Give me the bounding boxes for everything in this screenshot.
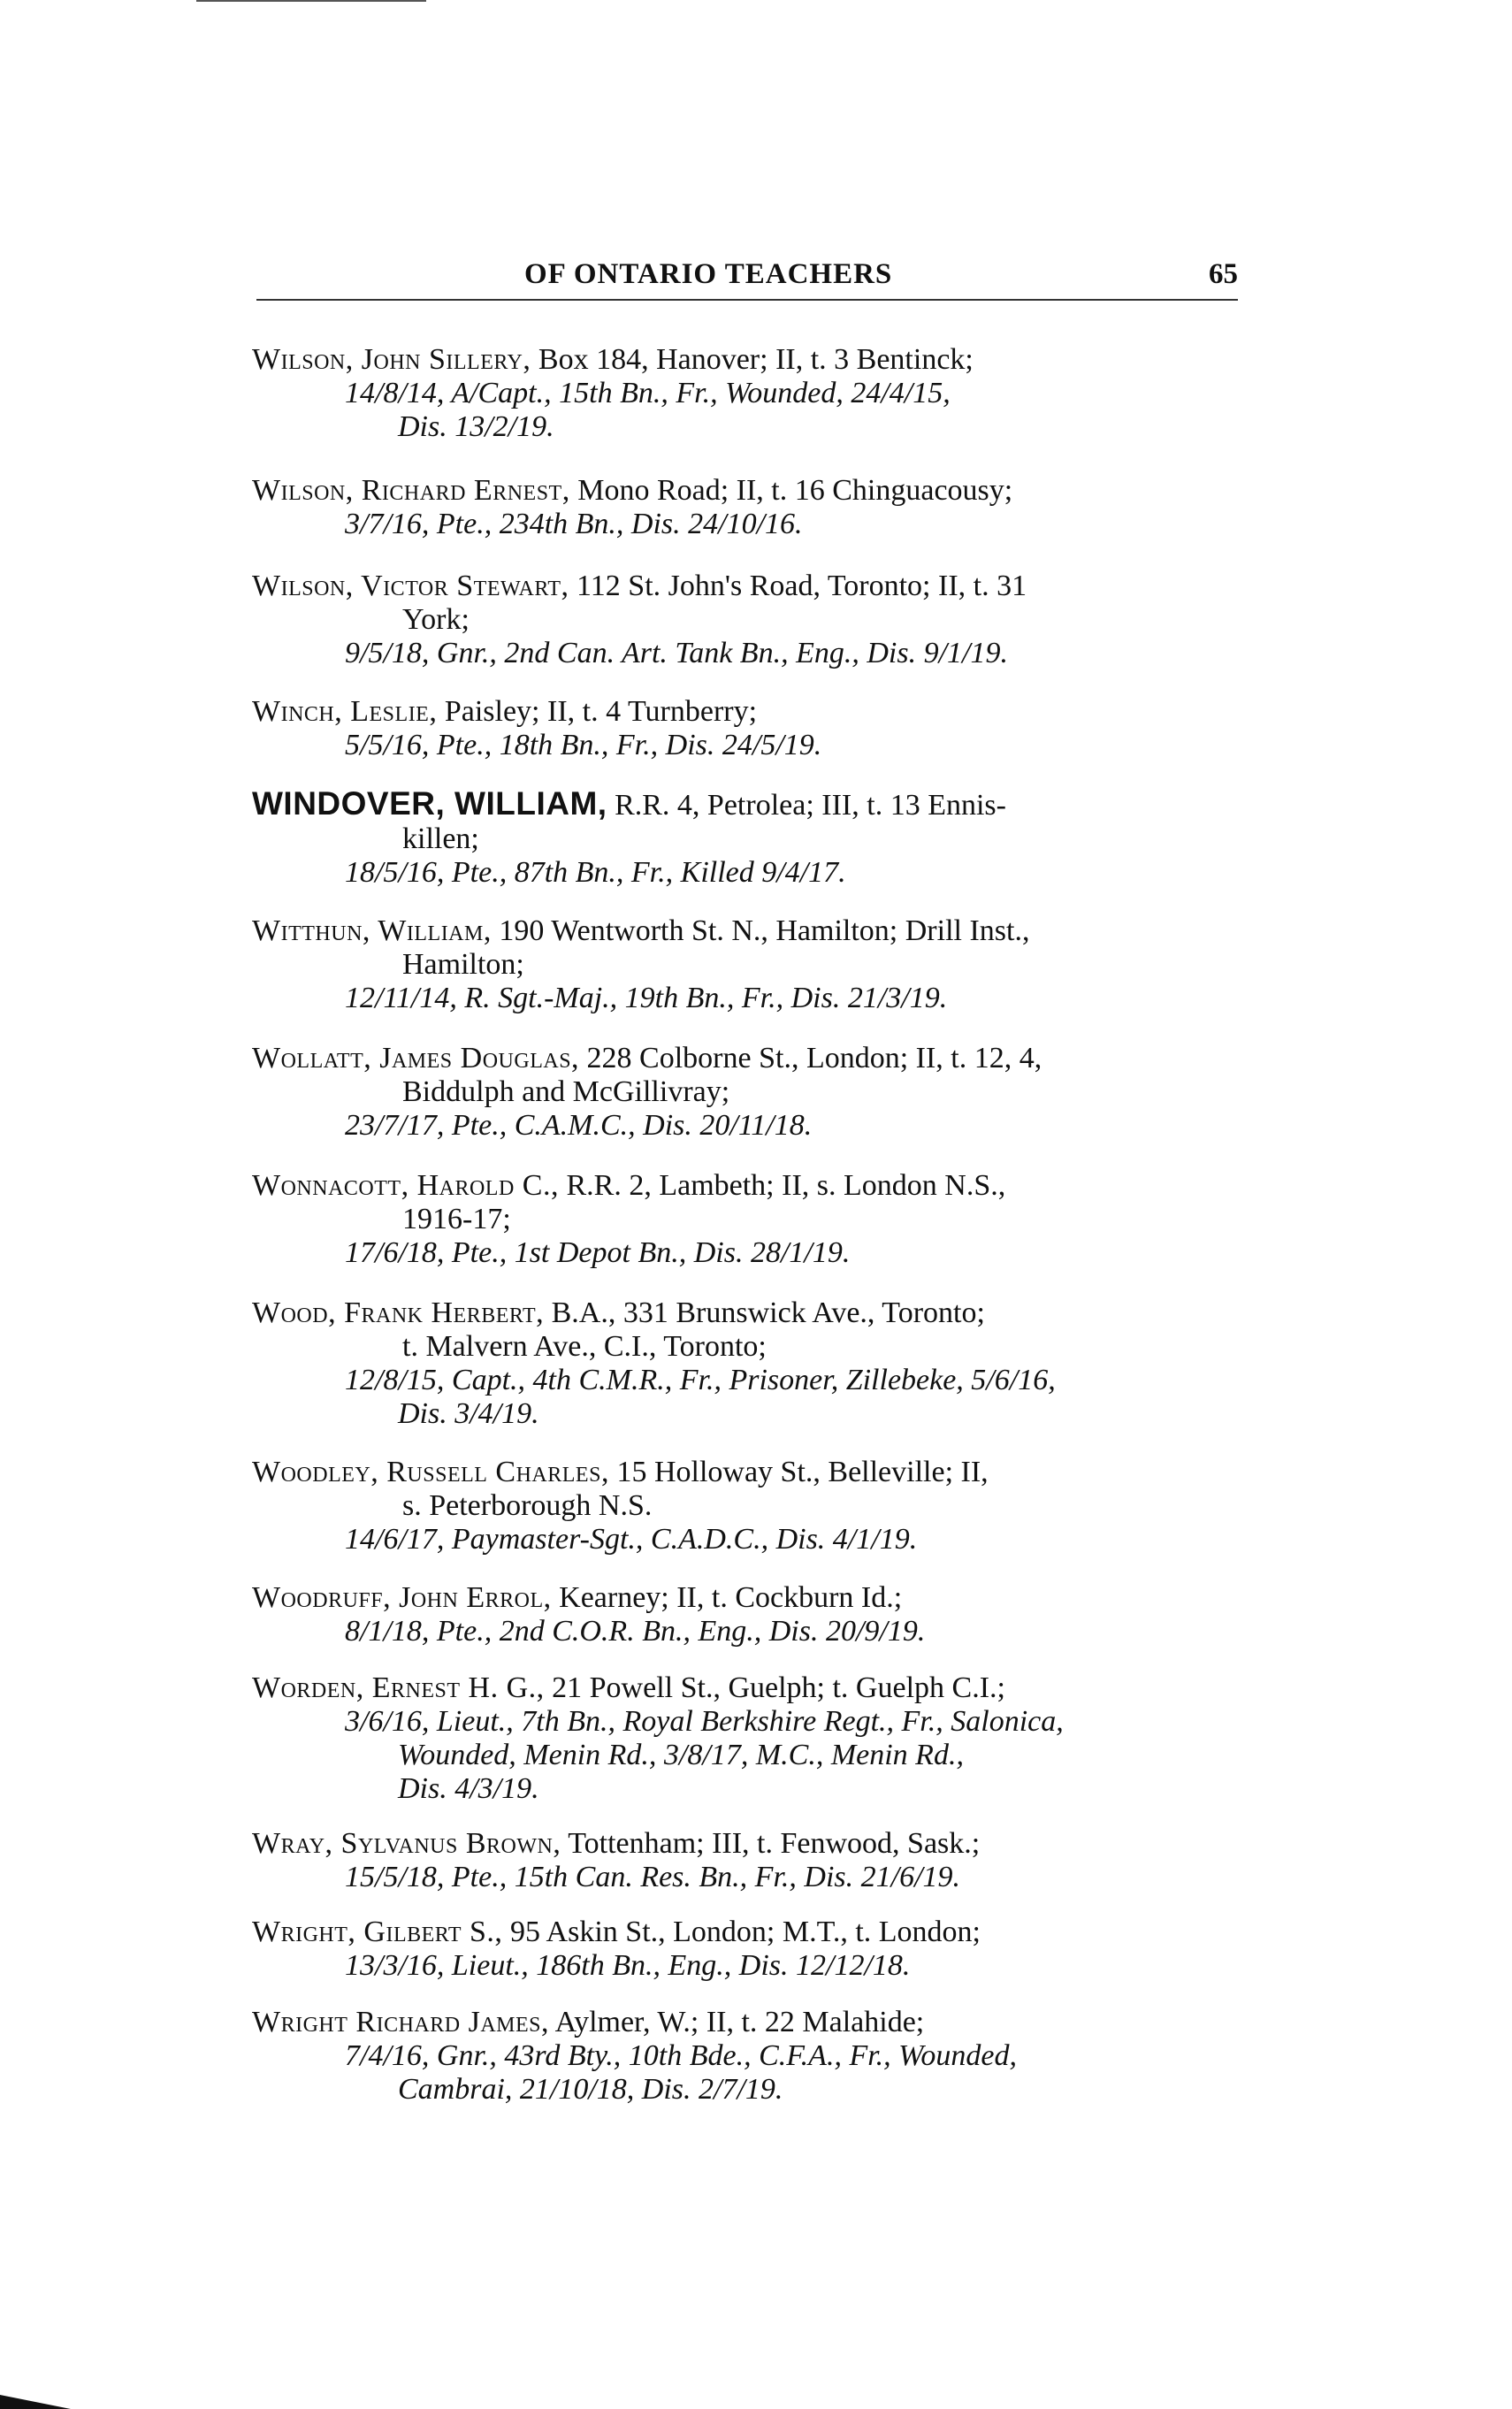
entry-text: 12/11/14, R. Sgt.-Maj., 19th Bn., Fr., Dis. 21/3/19.	[345, 982, 948, 1014]
entry-text: 23/7/17, Pte., C.A.M.C., Dis. 20/11/18.	[345, 1109, 813, 1142]
entry-text: 14/8/14, A/Capt., 15th Bn., Fr., Wounded, 24/4/15,	[345, 377, 951, 409]
entry-text: Dis. 13/2/19.	[398, 410, 554, 443]
entry-name: Woodley, Russell Charles,	[252, 1456, 609, 1488]
entry-text: Dis. 4/3/19.	[398, 1772, 539, 1805]
entry-text: 7/4/16, Gnr., 43rd Bty., 10th Bde., C.F.A., Fr., Wounded,	[345, 2039, 1017, 2072]
list-item	[252, 1456, 1238, 1556]
entry-name: Wright Richard James,	[252, 2006, 550, 2038]
list-item	[252, 570, 1238, 670]
list-item	[252, 1916, 1238, 1983]
entry-name: Wood, Frank Herbert,	[252, 1296, 545, 1329]
entry-text: Paisley; II, t. 4 Turnberry;	[437, 695, 758, 728]
entry-text: Cambrai, 21/10/18, Dis. 2/7/19.	[398, 2073, 783, 2106]
entry-text: 15/5/18, Pte., 15th Can. Res. Bn., Fr., Dis. 21/6/19.	[345, 1861, 961, 1893]
scan-edge-mark	[0, 2395, 71, 2409]
list-item	[252, 787, 1238, 890]
entry-name: Wilson, Richard Ernest,	[252, 474, 570, 507]
entry-name: Wray, Sylvanus Brown,	[252, 1827, 561, 1860]
list-item	[252, 343, 1238, 444]
header-rule	[256, 299, 1238, 301]
entry-name: Woodruff, John Errol,	[252, 1581, 552, 1614]
entry-name: Wilson, John Sillery,	[252, 343, 531, 376]
running-title: OF ONTARIO TEACHERS	[524, 258, 893, 290]
entry-text: B.A., 331 Brunswick Ave., Toronto;	[544, 1296, 985, 1329]
entry-text: Kearney; II, t. Cockburn Id.;	[551, 1581, 903, 1614]
list-item	[252, 1827, 1238, 1894]
list-item	[252, 1042, 1238, 1143]
entry-text: 17/6/18, Pte., 1st Depot Bn., Dis. 28/1/19.	[345, 1236, 851, 1269]
entry-text: 9/5/18, Gnr., 2nd Can. Art. Tank Bn., Eng., Dis. 9/1/19.	[345, 637, 1008, 669]
entry-text: York;	[402, 603, 470, 636]
entry-name: Wonnacott, Harold C.,	[252, 1169, 559, 1202]
list-item	[252, 474, 1238, 541]
entry-text: Wounded, Menin Rd., 3/8/17, M.C., Menin Rd.,	[398, 1739, 964, 1771]
entry-text: t. Malvern Ave., C.I., Toronto;	[402, 1330, 767, 1363]
entry-text: Box 184, Hanover; II, t. 3 Bentinck;	[531, 343, 974, 376]
list-item	[252, 1169, 1238, 1270]
entry-text: Mono Road; II, t. 16 Chinguacousy;	[569, 474, 1013, 507]
page-header	[256, 258, 1238, 304]
entry-text: 112 St. John's Road, Toronto; II, t. 31	[569, 570, 1027, 602]
entry-text: 15 Holloway St., Belleville; II,	[608, 1456, 989, 1488]
entry-text: R.R. 2, Lambeth; II, s. London N.S.,	[558, 1169, 1006, 1202]
entry-text: 3/6/16, Lieut., 7th Bn., Royal Berkshire Regt., Fr., Salonica,	[345, 1705, 1064, 1738]
entry-text: 3/7/16, Pte., 234th Bn., Dis. 24/10/16.	[345, 508, 803, 540]
entry-name: Wright, Gilbert S.,	[252, 1916, 503, 1948]
entry-text: 14/6/17, Paymaster-Sgt., C.A.D.C., Dis. 4/1/19.	[345, 1523, 918, 1556]
list-item	[252, 695, 1238, 762]
entry-text: R.R. 4, Petrolea; III, t. 13 Ennis-	[607, 789, 1006, 822]
entry-text: 190 Wentworth St. N., Hamilton; Drill Inst.,	[491, 914, 1030, 947]
entry-text: s. Peterborough N.S.	[402, 1489, 653, 1522]
entry-name: Wilson, Victor Stewart,	[252, 570, 569, 602]
entry-text: Aylmer, W.; II, t. 22 Malahide;	[549, 2006, 925, 2038]
list-item	[252, 1296, 1238, 1431]
entry-name: WINDOVER, WILLIAM,	[252, 785, 607, 822]
entry-text: 228 Colborne St., London; II, t. 12, 4,	[579, 1042, 1042, 1074]
entry-text: 13/3/16, Lieut., 186th Bn., Eng., Dis. 12/12/18.	[345, 1949, 911, 1982]
entry-text: Dis. 3/4/19.	[398, 1397, 539, 1430]
entry-text: 95 Askin St., London; M.T., t. London;	[502, 1916, 981, 1948]
page-number: 65	[1209, 258, 1238, 290]
entry-name: Winch, Leslie,	[252, 695, 438, 728]
entry-text: 21 Powell St., Guelph; t. Guelph C.I.;	[544, 1671, 1005, 1704]
list-item	[252, 1581, 1238, 1648]
list-item	[252, 1671, 1238, 1806]
entry-text: killen;	[402, 822, 479, 855]
list-item	[252, 914, 1238, 1015]
list-item	[252, 2006, 1238, 2107]
entry-name: Worden, Ernest H. G.,	[252, 1671, 545, 1704]
entry-text: Hamilton;	[402, 948, 524, 981]
entry-text: 8/1/18, Pte., 2nd C.O.R. Bn., Eng., Dis. 20/9/19.	[345, 1615, 926, 1648]
entry-text: Tottenham; III, t. Fenwood, Sask.;	[561, 1827, 981, 1860]
entry-text: 18/5/16, Pte., 87th Bn., Fr., Killed 9/4/17.	[345, 856, 846, 889]
entry-name: Wollatt, James Douglas,	[252, 1042, 580, 1074]
entry-text: Biddulph and McGillivray;	[402, 1075, 730, 1108]
entry-text: 5/5/16, Pte., 18th Bn., Fr., Dis. 24/5/19.	[345, 729, 822, 761]
entry-name: Witthun, William,	[252, 914, 492, 947]
top-rule	[196, 0, 426, 2]
entry-text: 12/8/15, Capt., 4th C.M.R., Fr., Prisoner, Zillebeke, 5/6/16,	[345, 1364, 1056, 1396]
entry-text: 1916-17;	[402, 1203, 511, 1235]
